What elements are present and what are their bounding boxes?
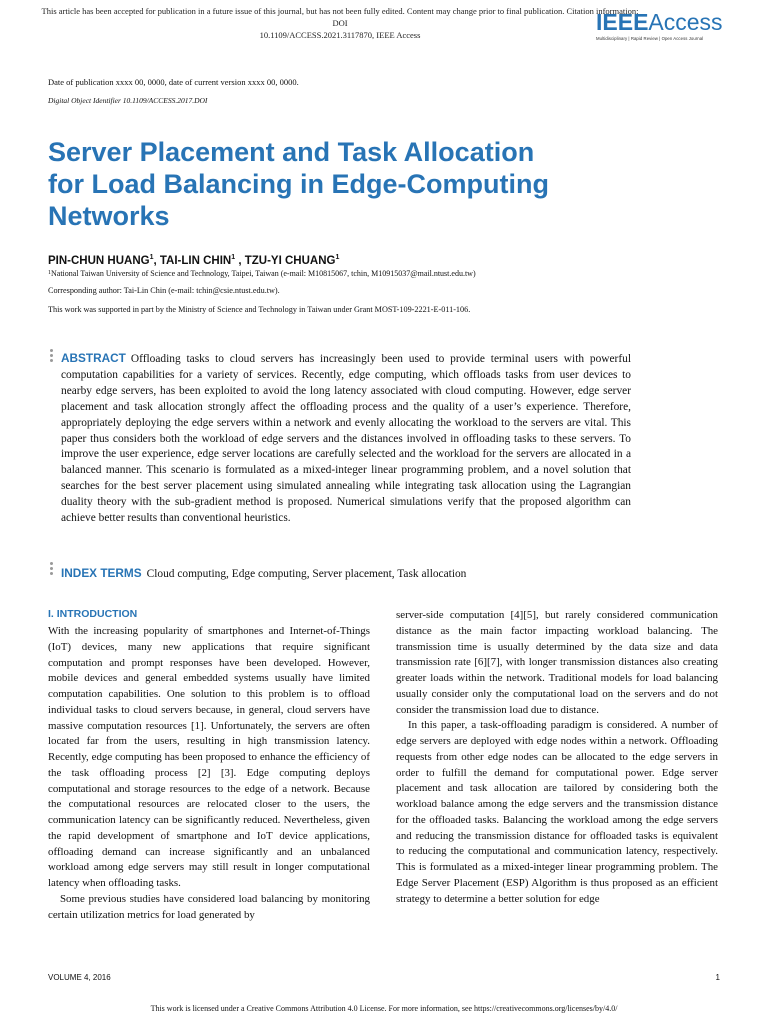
author-name: TZU-YI CHUANG: [244, 255, 336, 267]
title-line: for Load Balancing in Edge-Computing: [48, 169, 549, 199]
title-line: Server Placement and Task Allocation: [48, 137, 535, 167]
author-list: [48, 254, 339, 268]
left-column: [48, 624, 370, 923]
index-terms-text: Cloud computing, Edge computing, Server placement, Task allocation: [146, 568, 467, 580]
logo-bold: IEEE: [596, 9, 649, 35]
body-paragraph: In this paper, a task-offloading paradigm is considered. A number of edge servers are deployed with edge nodes within a network. Offloading requests from other edge nodes can be allocated to the edge servers in order to fulfill the demand for computational power. Edge server placement and task allocation are tailored by considering both the workload balance among the edge servers and the transmission distance for the offloaded tasks. Balancing the workload among the edge servers and reducing the transmission distance for offloaded tasks is equivalent to reducing the computational and communication latency, respectively. This is formulated as a mixed-integer linear programming problem. The Edge Server Placement (ESP) Algorithm is thus proposed as an efficient strategy to determine a better solution for edge: [396, 719, 718, 905]
logo-light: Access: [648, 9, 723, 35]
ieee-access-logo: [596, 10, 726, 52]
funding-note: This work was supported in part by the Ministry of Science and Technology in Taiwan under Grant MOST-109-2221-E-011-106.: [48, 305, 471, 314]
page-number: 1: [715, 973, 720, 982]
corresponding-author: Corresponding author: Tai-Lin Chin (e-mail: tchin@csie.ntust.edu.tw).: [48, 286, 280, 295]
index-terms-dots-icon: [50, 562, 54, 577]
right-column: [396, 608, 718, 907]
body-paragraph: server-side computation [4][5], but rarely considered communication distance as the main factor impacting workload balancing. The transmission time is usually determined by the data size and data transmission rate [6][7], with longer transmission distances also creating greater loads within the network. Traditional models for load balancing usually consider only the computational load on the servers and do not consider the transmission load due to distance.: [396, 609, 718, 716]
author-name: TAI-LIN CHIN: [159, 255, 232, 267]
paper-title: [48, 136, 668, 232]
author-name: PIN-CHUN HUANG: [48, 255, 150, 267]
journal-notice: [40, 5, 640, 41]
author-separator: ,: [235, 255, 245, 267]
doi-line: Digital Object Identifier 10.1109/ACCESS.2017.DOI: [48, 96, 208, 105]
logo-wordmark: [596, 10, 726, 34]
affiliation: [48, 268, 476, 279]
notice-line-1: This article has been accepted for publication in a future issue of this journal, but has not been fully edited. Content may change prior to final publication. Citation information: DOI: [41, 6, 639, 28]
section-heading-introduction: I. INTRODUCTION: [48, 608, 138, 620]
author-separator: ,: [153, 255, 160, 267]
affiliation-mark: 1: [335, 254, 340, 261]
abstract-dots-icon: [50, 349, 54, 364]
body-paragraph: Some previous studies have considered load balancing by monitoring certain utilization metrics for load generated by: [48, 892, 370, 921]
abstract-heading: ABSTRACT: [61, 351, 126, 365]
abstract-text: Offloading tasks to cloud servers has increasingly been used to provide terminal users with powerful computation capabilities for a variety of services. Recently, edge computing, which offloads tasks from user devices to nearby edge servers, has been exploited to avoid the long latency associated with cloud computing. However, edge server placement and task allocation strongly affect the offloading process and the quality of a user’s experience. Therefore, appropriately deploying the edge servers within a network and evenly allocating the workload to the servers are vital. This paper thus considers both the workload of edge servers and the distances involved in offloading tasks to these servers. To improve the user experience, edge server locations are carefully selected and the workload for the servers are allocated in a balanced manner. This scenario is formulated as a mixed-integer linear programming problem, and a novel solution that searches for the best server placement using simulated annealing while integrating task allocation using the Lagrangian duality theory with the sub-gradient method is proposed. Numerical simulations verify that the proposed algorithm can achieve better results than conventional heuristics.: [61, 353, 631, 525]
affiliation-mark: 1: [231, 254, 236, 261]
logo-tagline: Multidisciplinary | Rapid Review | Open Access Journal: [596, 36, 704, 41]
volume-label: VOLUME 4, 2016: [48, 973, 111, 982]
title-line: Networks: [48, 201, 170, 231]
affiliation-mark: 1: [149, 254, 154, 261]
index-terms: [61, 565, 631, 582]
affiliation-mark: 1: [48, 270, 51, 276]
notice-line-2: 10.1109/ACCESS.2021.3117870, IEEE Access: [259, 30, 421, 40]
body-paragraph: With the increasing popularity of smartphones and Internet-of-Things (IoT) devices, many new applications that require significant computation and prompt responses have been developed. However, mobile devices and general embedded systems usually have limited computation capabilities. One solution to this problem is to offload individual tasks to cloud servers because, in general, cloud servers have massive computation resources [1]. Unfortunately, the servers are often located far from the users, resulting in high transmission latency. Recently, edge computing has been proposed to enhance the efficiency of the task offloading process [2] [3]. Edge computing deploys computational and storage resources to the edge of a network. Because the computational resources are relocated closer to the users, the communication latency can be significantly reduced. Nevertheless, given the rapid development of smartphone and IoT device applications, offloading demand can increase significantly and an unbalanced workload among edge servers may still result in longer computational latency when offloading tasks.: [48, 625, 370, 889]
affiliation-text: National Taiwan University of Science and Technology, Taipei, Taiwan (e-mail: M10815067, tchin, M10915037@mail.ntust.edu.tw): [51, 269, 476, 278]
license-notice: This work is licensed under a Creative Commons Attribution 4.0 License. For more information, see https://creativecommons.org/licenses/by/4.0/: [150, 1004, 618, 1013]
abstract: [61, 351, 631, 527]
publication-date: Date of publication xxxx 00, 0000, date of current version xxxx 00, 0000.: [48, 77, 299, 87]
index-terms-heading: INDEX TERMS: [61, 566, 142, 580]
